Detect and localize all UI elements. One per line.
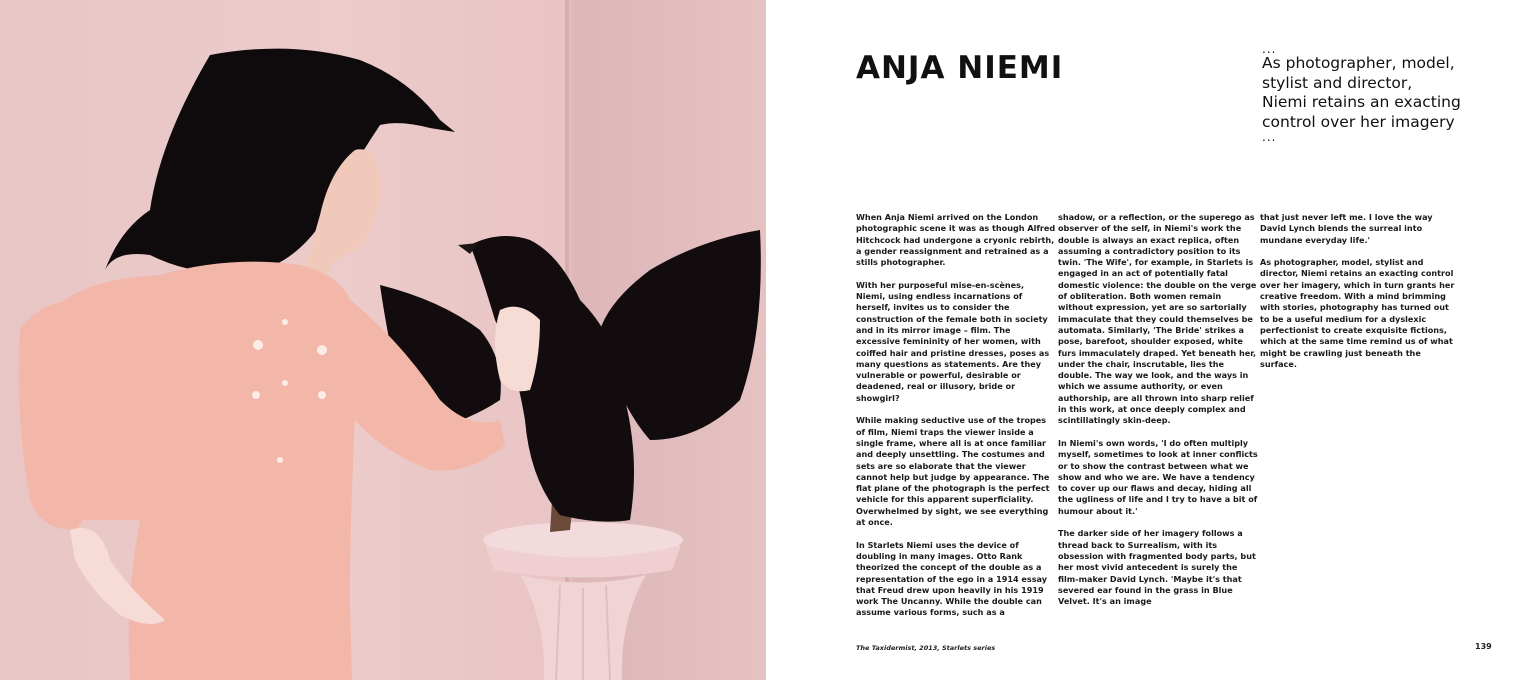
body-paragraph: The darker side of her imagery follows a thread back to Surrealism, with its obsession with fragmented body parts, but her most vivid antecedent is surely the film-maker David Lynch. 'Maybe it's that severed ear found in the grass in Blue Velvet. It's an image xyxy=(1058,528,1256,607)
crow xyxy=(380,230,761,522)
body-paragraph: While making seductive use of the tropes of film, Niemi traps the viewer inside a single frame, where all is at once familiar and deeply unsettling. The costumes and sets are so elaborate that the viewer cannot help but judge by appearance. The flat plane of the photograph is the perfect vehicle for this apparent superficiality. Overwhelmed by sight, we see everything at once. xyxy=(856,415,1050,528)
body-paragraph: In Niemi's own words, 'I do often multiply myself, sometimes to look at inner conflicts or to show the contrast between what we show and who we are. We have a tendency to cover up our flaws and decay, hiding all the ugliness of life and I try to have a bit of humour about it.' xyxy=(1058,437,1258,516)
body-paragraph: With her purposeful mise-en-scènes, Niemi, using endless incarnations of herself, invites us to consider the construction of the female both in society and in its mirror image – film. The excessive femininity of her women, with coiffed hair and pristine dresses, poses as many questions as statements. Are they vulnerable or powerful, desirable or deadened, real or illusory, bride or showgirl? xyxy=(856,279,1050,403)
article-title: ANJA NIEMI xyxy=(856,50,1064,86)
pull-quote-line: stylist and director, xyxy=(1262,73,1413,92)
page-number: 139 xyxy=(1475,642,1492,651)
body-paragraph: shadow, or a reflection, or the superego as observer of the self, in Niemi's work the double is always an exact replica, often assuming a contradictory position to its twin. 'The Wife', for example, in Starlets is engaged in an act of potentially fatal domestic violence: the double on the verge of obliteration. Both women remain without expression, yet are so sartorially immaculate that they could themselves be automata. Similarly, 'The Bride' strikes a pose, barefoot, shoulder exposed, white furs immaculately draped. Yet beneath her, under the chair, inscrutable, lies the double. The way we look, and the ways in which we assume authority, or even authorship, are all thrown into sharp relief in this work, at once deeply complex and scintillatingly skin-deep. xyxy=(1058,212,1257,426)
body-column-2 xyxy=(1058,212,1258,619)
feather-headdress xyxy=(105,49,455,273)
body-column-1 xyxy=(856,212,1056,630)
body-paragraph: As photographer, model, stylist and director, Niemi retains an exacting control over her imagery, which in turn grants her creative freedom. With a mind brimming with stories, photography has turned out to be a useful medium for a dyslexic perfectionist to create exquisite fictions, which at the same time remind us of what might be crawling just beneath the surface. xyxy=(1260,257,1455,369)
pull-quote-ellipsis-top: ... xyxy=(1262,42,1277,56)
body-column-3 xyxy=(1260,212,1460,381)
pull-quote-line: As photographer, model, xyxy=(1262,54,1455,72)
pull-quote xyxy=(1262,44,1492,142)
photo-caption: The Taxidermist, 2013, Starlets series xyxy=(856,644,996,652)
body-paragraph: that just never left me. I love the way David Lynch blends the surreal into mundane everyday life.' xyxy=(1260,212,1433,245)
pull-quote-line: Niemi retains an exacting xyxy=(1262,93,1461,111)
body-paragraph: When Anja Niemi arrived on the London photographic scene it was as though Alfred Hitchcock had undergone a cryonic rebirth, a gender reassignment and retrained as a stills photographer. xyxy=(856,212,1056,268)
pedestal xyxy=(483,522,683,680)
pull-quote-ellipsis-bottom: ... xyxy=(1262,130,1277,144)
pull-quote-line: control over her imagery xyxy=(1262,112,1455,131)
body-paragraph: In Starlets Niemi uses the device of doubling in many images. Otto Rank theorized the concept of the double as a representation of the ego in a 1914 essay that Freud drew upon heavily in his 1919 work The Uncanny. While the double can assume various forms, such as a xyxy=(856,539,1048,618)
